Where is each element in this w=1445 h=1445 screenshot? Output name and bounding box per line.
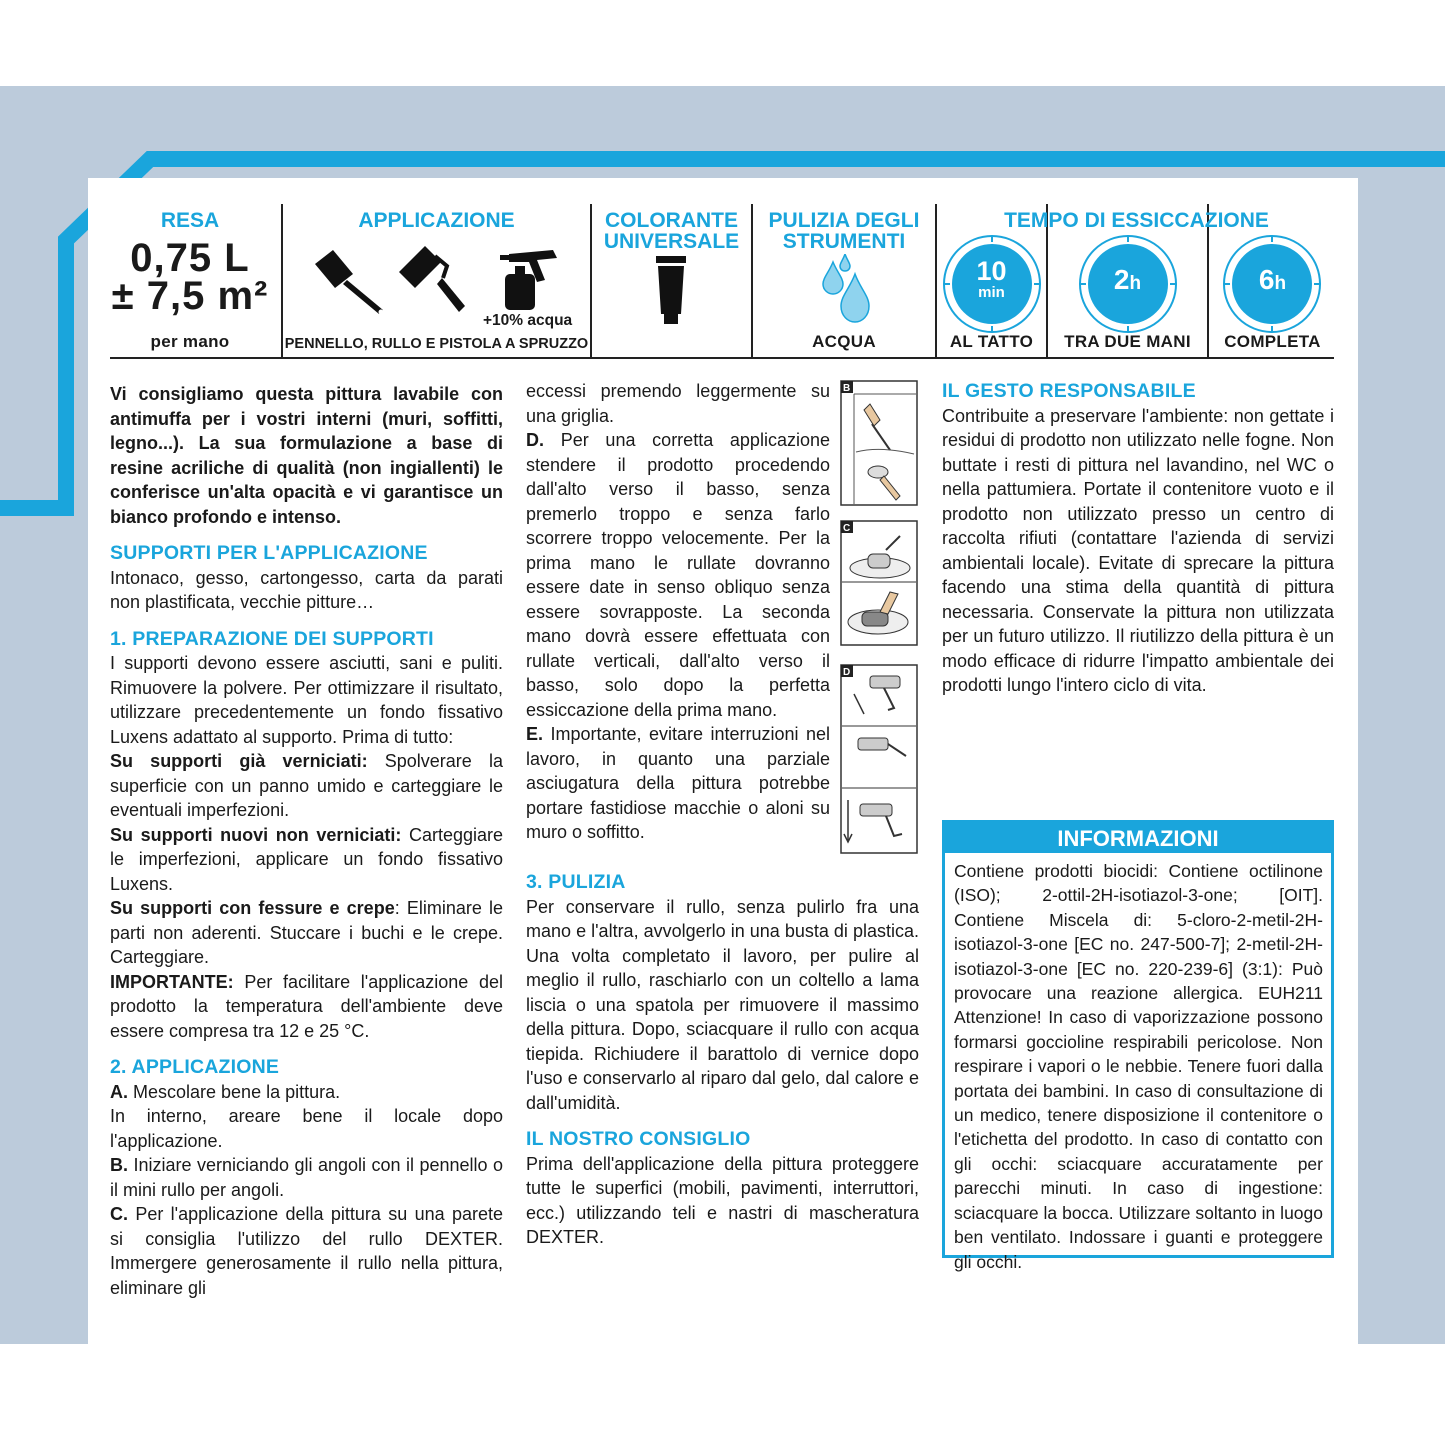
nuovi-paragraph (110, 823, 503, 897)
pulizia-footer: ACQUA (812, 332, 876, 351)
tint-tube-icon (656, 256, 686, 326)
resa-coverage: ± 7,5 m² (111, 274, 269, 318)
preparazione-text: I supporti devono essere asciutti, sani e puliti. Rimuovere la polvere. Per ottimizzare il risultato, utilizzare precedentemente un fondo fissativo Luxens adattato al supporto. Prima di tutto: (110, 653, 503, 747)
paintbrush-icon (311, 244, 391, 316)
dial-cell-6h (1209, 204, 1336, 358)
intro-paragraph: Vi consigliamo questa pittura lavabile con antimuffa per i vostri interni (muri, soffitti, legno...). La sua formulazione a base di resine acriliche di qualità (non ingiallenti) le conferisce un'alta opacità e vi garantisce un bianco profondo e intenso. (110, 384, 503, 527)
gesto-text: Contribuite a preservare l'ambiente: non gettate i residui di prodotto non utilizzato nelle fogne. Non buttate i resti di pittura nel lavandino, nel WC o nella pattumiera. Portate il contenitore vuoto e il prodotto non utilizzato presso un centro di raccolta rifiuti (contattare l'azienda di servizi ambientali locale). Evitate di sprecare la pittura facendo una stima della quantità di pittura necessaria. Conservate la pittura non utilizzata per un futuro utilizzo. Il riutilizzo della pittura è un modo efficace di ridurre l'impatto ambientale dei prodotti lungo l'intero ciclo di vita. (942, 405, 1334, 695)
applicazione-footer: PENNELLO, RULLO E PISTOLA A SPRUZZO (284, 336, 589, 352)
illus-label-d: D (843, 667, 851, 678)
step-a-text: Mescolare bene la pittura. (128, 1081, 341, 1102)
step-b-text: Iniziare verniciando gli angoli con il pennello o il mini rullo per angoli. (110, 1155, 503, 1200)
step-a (110, 1080, 503, 1105)
supporti-title: SUPPORTI PER L'APPLICAZIONE (110, 542, 428, 564)
water-drops-icon (819, 254, 875, 326)
column-1 (110, 382, 503, 1300)
illustration-step-d (840, 664, 918, 854)
illus-label-c: C (843, 523, 851, 534)
colorante-title-1: COLORANTE (605, 209, 738, 232)
supporti-text: Intonaco, gesso, cartongesso, carta da parati non plastificata, vecchie pitture… (110, 567, 503, 612)
verniciati-paragraph (110, 749, 503, 823)
colorante-cell (592, 204, 751, 358)
resa-note: per mano (150, 332, 230, 351)
dial-value-6h (1209, 264, 1336, 296)
fessure-text: : Eliminare le parti non aderenti. Stuccare i buchi e le crepe. Carteggiare. (110, 898, 503, 967)
column-2-lower (526, 870, 919, 1250)
tempo-title: TEMPO DI ESSICCAZIONE (1004, 209, 1269, 232)
informazioni-title: INFORMAZIONI (945, 823, 1331, 853)
illus-label-b: B (843, 383, 851, 394)
consiglio-text: Prima dell'applicazione della pittura proteggere tutte le superfici (mobili, pavimenti, interruttori, ecc.) utilizzando teli e nastri di mascheratura DEXTER. (526, 1153, 919, 1247)
importante-text: Per facilitare l'applicazione del prodotto la temperatura dell'ambiente deve essere compresa tra 12 e 25 °C. (110, 971, 503, 1041)
illustration-step-c (840, 520, 918, 646)
dial-unit: h (1129, 273, 1142, 294)
pulizia-cell (753, 204, 935, 358)
verniciati-label: Su supporti già verniciati: (110, 751, 368, 771)
informazioni-box (942, 820, 1334, 1272)
roller-icon (395, 242, 475, 316)
step-a2: In interno, areare bene il locale dopo l'applicazione. (110, 1106, 503, 1151)
step-c-continued: eccessi premendo leggermente su una griglia. (526, 381, 830, 426)
consiglio-title: IL NOSTRO CONSIGLIO (526, 1128, 751, 1150)
pulizia-title-2: STRUMENTI (782, 230, 906, 253)
step-d-label: D. (526, 430, 544, 450)
column-2-upper (526, 379, 830, 845)
step-e (526, 722, 830, 845)
spray-gun-icon (497, 244, 567, 314)
dial-value: 10 (976, 256, 1007, 286)
gesto-title: IL GESTO RESPONSABILE (942, 380, 1196, 402)
dial-unit: min (978, 284, 1005, 301)
step-d (526, 428, 830, 722)
pulizia-title-1: PULIZIA DEGLI (768, 209, 920, 232)
resa-volume: 0,75 L (130, 236, 250, 280)
preparazione-title: 1. PREPARAZIONE DEI SUPPORTI (110, 627, 434, 650)
importante-paragraph (110, 970, 503, 1044)
step-b-label: B. (110, 1155, 128, 1175)
step-c-label: C. (110, 1204, 128, 1224)
verniciati-text: Spolverare la superficie con un panno umido e carteggiare le eventuali imperfezioni. (110, 751, 503, 820)
fessure-label: Su supporti con fessure e crepe (110, 898, 395, 918)
step-a-label: A. (110, 1081, 128, 1102)
step-e-label: E. (526, 724, 544, 744)
pulizia-text: Per conservare il rullo, senza pulirlo fra una mano e l'altra, avvolgerlo in una busta di plastica. Una volta completato il lavoro, per pulire al meglio il rullo, raschiarlo con un coltello a lama liscia o una spatola per rimuovere il massimo della pittura. Dopo, sciacquare il rullo con acqua tiepida. Richiudere il barattolo di vernice dopo l'uso e conservarlo al riparo dal gelo, dal calore e dall'umidità. (526, 896, 919, 1113)
resa-title: RESA (160, 209, 220, 232)
dial-label: COMPLETA (1224, 332, 1321, 351)
dial-label: AL TATTO (949, 332, 1034, 351)
importante-label: IMPORTANTE: (110, 971, 234, 992)
column-3 (942, 379, 1334, 698)
applicazione-cell (283, 204, 590, 358)
step-b (110, 1153, 503, 1202)
applicazione-title: APPLICAZIONE (358, 209, 515, 232)
step-c-text: Per l'applicazione della pittura su una parete si consiglia l'utilizzo del rullo DEXTER. Immergere generosamente il rullo nella pittura, eliminare gli (110, 1204, 503, 1298)
step-e-text: Importante, evitare interruzioni nel lavoro, in quanto una parziale asciugatura della pittura potrebbe portare fastidiose macchie o aloni su muro o soffitto. (526, 724, 830, 842)
pulizia-section-title: 3. PULIZIA (526, 871, 626, 893)
resa-cell (100, 204, 280, 358)
water-note: +10% acqua (483, 312, 573, 329)
nuovi-label: Su supporti nuovi non verniciati: (110, 824, 402, 845)
colorante-title-2: UNIVERSALE (603, 230, 740, 253)
informazioni-text: Contiene prodotti biocidi: Contiene octilinone (ISO); 2-ottil-2H-isotiazol-3-one; [OIT]. Contiene Miscela di: 5-cloro-2-metil-2H-isotiazol-3-one [EC no. 247-500-7]; 2-metil-2H-isotiazol-3-one [EC no. 220-239-6] (3:1): Può provocare una reazione allergica. EUH211 Attenzione! In caso di vaporizzazione possono formarsi goccioline respirabili pericolose. Non respirare i vapori o le nebbie. Tenere fuori dalla portata dei bambini. In caso di consultazione di un medico, tenere disposizione il contenitore o l'etichetta del prodotto. In caso di contatto con gli occhi: sciacquare accuratamente per parecchi minuti. In caso di ingestione: sciacquare la bocca. Utilizzare soltanto in luogo ben ventilato. Indossare i guanti e proteggere gli occhi. (954, 861, 1323, 1272)
dial-cell-10min (937, 204, 1046, 358)
dial-label: TRA DUE MANI (1064, 332, 1191, 351)
dial-value-2h (1048, 264, 1207, 296)
applicazione-section-title: 2. APPLICAZIONE (110, 1056, 280, 1078)
fessure-paragraph (110, 896, 503, 970)
illustration-step-b (840, 380, 918, 506)
step-d-text: Per una corretta applicazione stendere il prodotto procedendo dall'alto verso il basso, senza premerlo troppo e senza farlo scorrere troppo velocemente. Per la prima mano le rullate dovranno essere date in senso obliquo senza essere sovrapposte. La seconda mano dovrà essere effettuata con rullate verticali, dall'alto verso il basso, solo dopo la perfetta essiccazione della prima mano. (526, 430, 830, 720)
nuovi-text: Carteggiare le imperfezioni, applicare un fondo fissativo Luxens. (110, 824, 503, 894)
step-c (110, 1202, 503, 1300)
dial-value: 6 (1258, 264, 1275, 295)
dial-unit: h (1274, 273, 1287, 294)
dial-cell-2h (1048, 204, 1207, 358)
dial-value: 2 (1113, 264, 1130, 295)
